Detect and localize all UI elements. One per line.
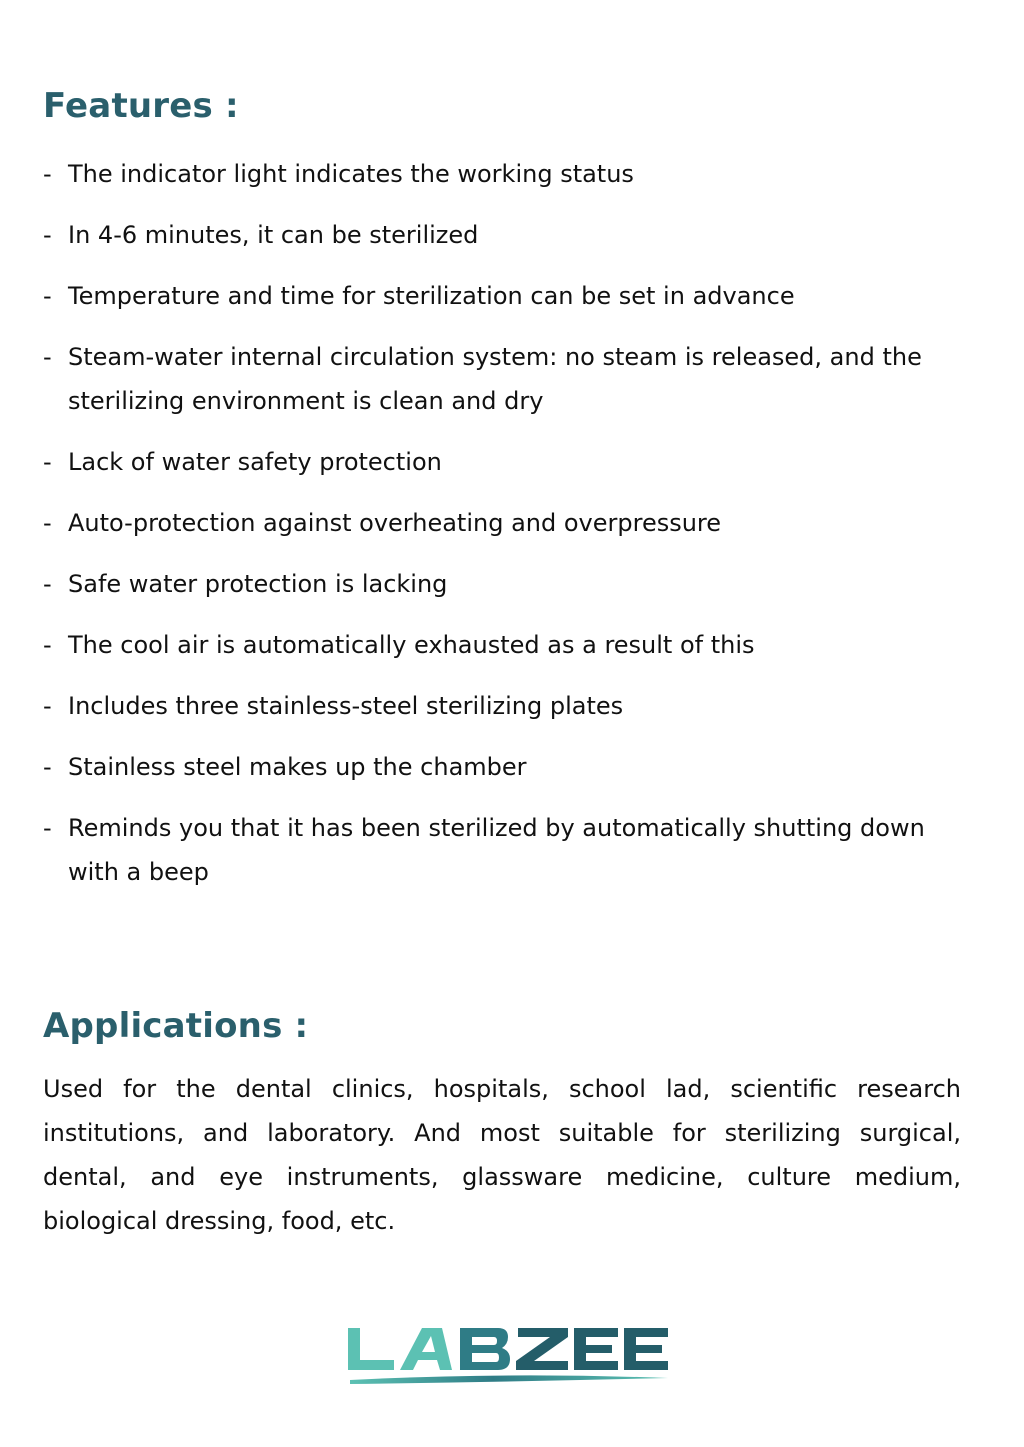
feature-list (43, 152, 973, 911)
bullet-dash: - (43, 343, 52, 371)
feature-text: Temperature and time for sterilization can be set in advance (68, 282, 795, 310)
applications-heading: Applications : (43, 1006, 309, 1046)
bullet-dash: - (43, 692, 52, 720)
feature-text: Includes three stainless-steel sterilizing plates (68, 692, 624, 720)
labzee-logo-graphic (346, 1322, 670, 1390)
feature-item (43, 335, 973, 423)
feature-item (43, 501, 973, 545)
bullet-dash: - (43, 221, 52, 249)
feature-item (43, 806, 973, 894)
bullet-dash: - (43, 631, 52, 659)
feature-text: Reminds you that it has been sterilized by automatically shutting down with a beep (68, 814, 925, 886)
feature-text: Lack of water safety protection (68, 448, 442, 476)
feature-item (43, 684, 973, 728)
feature-item (43, 152, 973, 196)
feature-item (43, 440, 973, 484)
feature-item (43, 623, 973, 667)
features-heading: Features : (43, 86, 239, 126)
feature-item (43, 274, 973, 318)
bullet-dash: - (43, 448, 52, 476)
feature-item (43, 745, 973, 789)
feature-text: The cool air is automatically exhausted as a result of this (68, 631, 755, 659)
feature-text: Stainless steel makes up the chamber (68, 753, 527, 781)
feature-text: Safe water protection is lacking (68, 570, 448, 598)
bullet-dash: - (43, 160, 52, 188)
bullet-dash: - (43, 570, 52, 598)
feature-text: Steam-water internal circulation system: no steam is released, and the sterilizing environment is clean and dry (68, 343, 922, 415)
feature-text: In 4-6 minutes, it can be sterilized (68, 221, 479, 249)
feature-text: The indicator light indicates the working status (68, 160, 634, 188)
feature-item (43, 213, 973, 257)
applications-paragraph: Used for the dental clinics, hospitals, school lad, scientific research institutions, and laboratory. And most suitable for sterilizing surgical, dental, and eye instruments, glassware medicine, culture medium, biological dressing, food, etc. (43, 1075, 961, 1235)
labzee-logo (346, 1322, 670, 1390)
bullet-dash: - (43, 753, 52, 781)
bullet-dash: - (43, 814, 52, 842)
bullet-dash: - (43, 509, 52, 537)
feature-item (43, 562, 973, 606)
feature-text: Auto-protection against overheating and overpressure (68, 509, 722, 537)
bullet-dash: - (43, 282, 52, 310)
